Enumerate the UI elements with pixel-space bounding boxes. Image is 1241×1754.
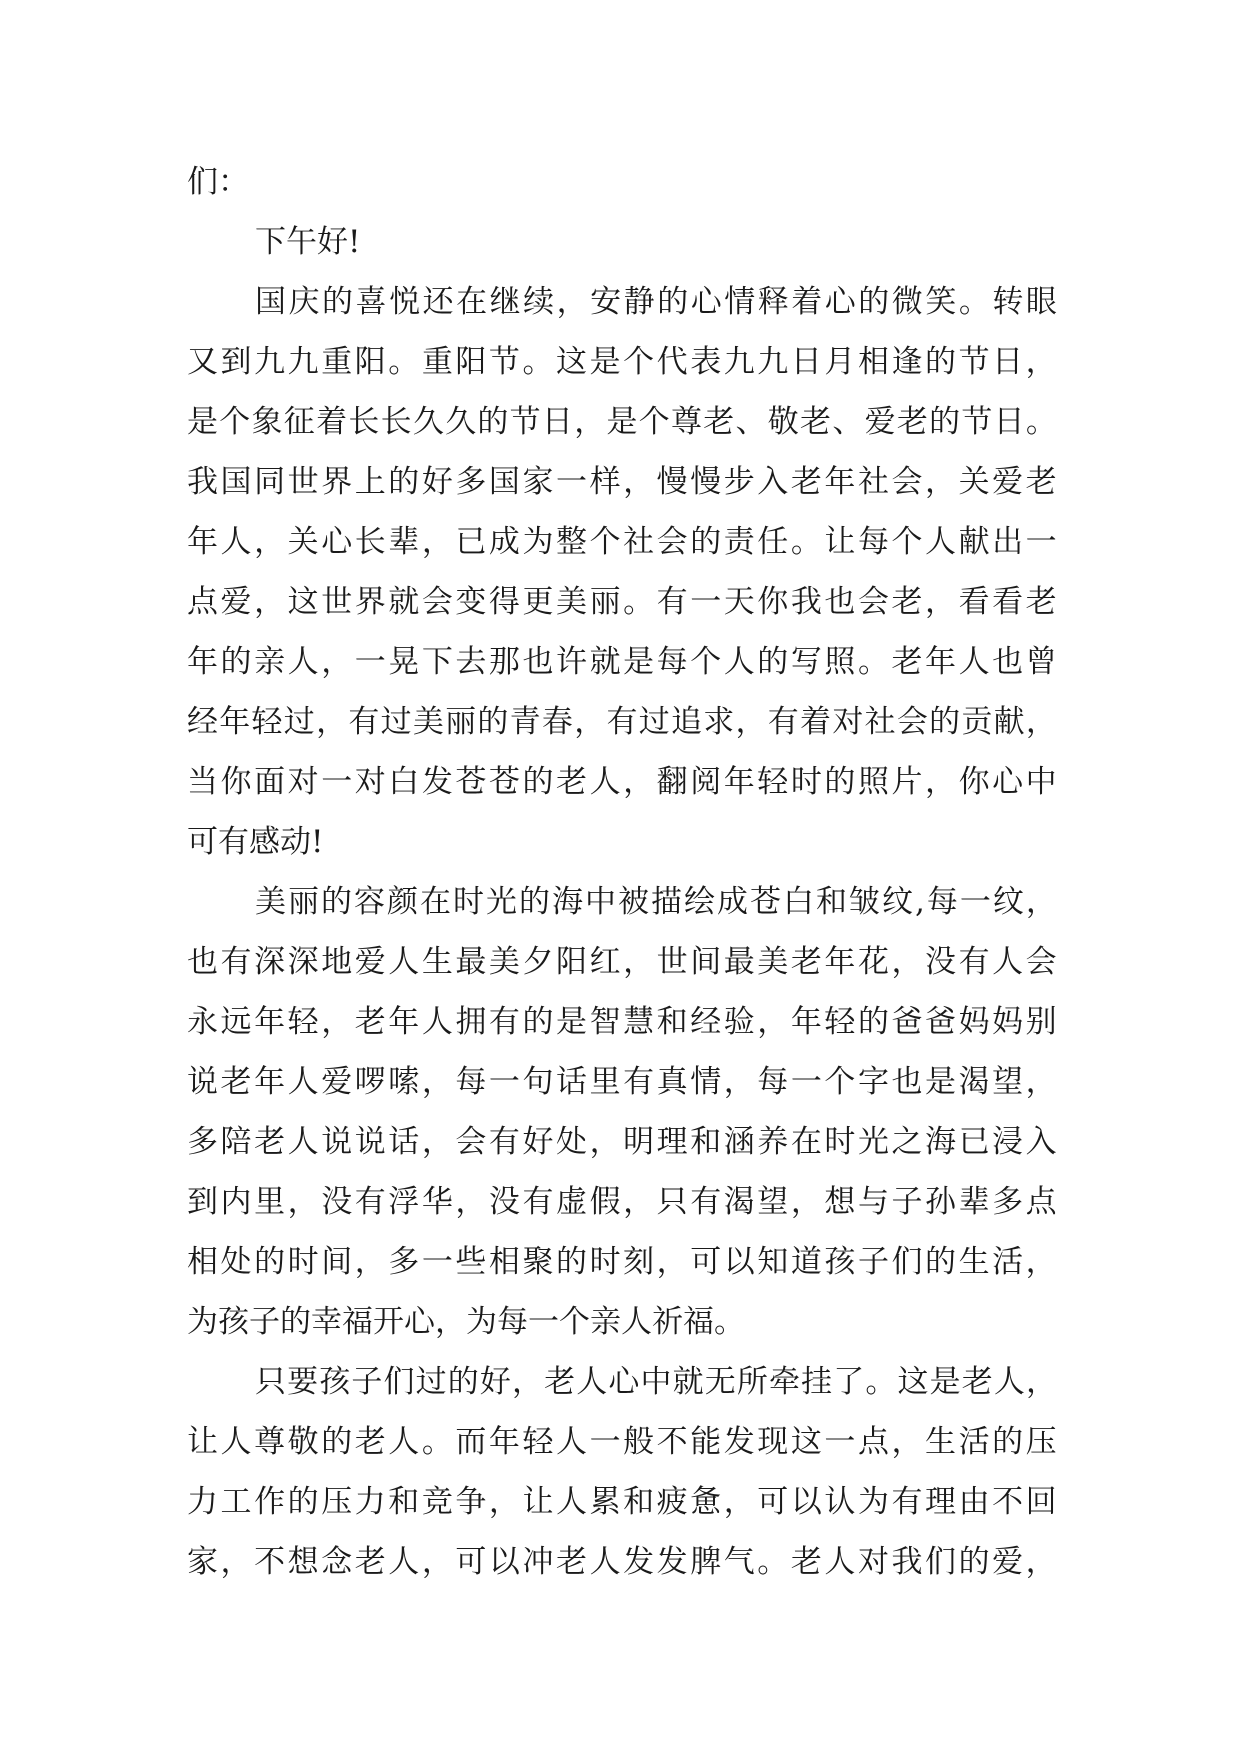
text-line <box>187 692 1057 752</box>
text-line-content: 点 爱 ， 这 世 界 就 会 变 得 更 美 丽 。 有 一 天 你 我 也 会 老 ， 看 看 老 <box>187 584 1057 620</box>
text-line <box>187 1232 1057 1292</box>
text-line-content: 多 陪 老 人 说 说 话 ， 会 有 好 处 ， 明 理 和 涵 养 在 时 光 之 海 已 浸 入 <box>187 1124 1057 1160</box>
text-line-content: 又 到 九 九 重 阳 。 重 阳 节 。 这 是 个 代 表 九 九 日 月 相 逢 的 节 日 ， <box>187 344 1057 380</box>
text-line-content: 我 国 同 世 界 上 的 好 多 国 家 一 样 ， 慢 慢 步 入 老 年 社 会 ， 关 爱 老 <box>187 464 1057 500</box>
text-line <box>187 212 1057 272</box>
document-body <box>187 152 1057 1592</box>
text-line-content: 让 人 尊 敬 的 老 人 。 而 年 轻 人 一 般 不 能 发 现 这 一 点 ， 生 活 的 压 <box>187 1424 1057 1460</box>
text-line-content: 下午好! <box>255 224 361 260</box>
text-line <box>187 1352 1057 1412</box>
text-line-content: 永 远 年 轻 ， 老 年 人 拥 有 的 是 智 慧 和 经 验 ， 年 轻 的 爸 爸 妈 妈 别 <box>187 1004 1057 1040</box>
text-line <box>187 632 1057 692</box>
text-line-content: 说 老 年 人 爱 啰 嗦 ， 每 一 句 话 里 有 真 情 ， 每 一 个 字 也 是 渴 望 ， <box>187 1064 1057 1100</box>
text-line <box>187 752 1057 812</box>
text-line-content: 也 有 深 深 地 爱 人 生 最 美 夕 阳 红 ， 世 间 最 美 老 年 花 ， 没 有 人 会 <box>187 944 1057 980</box>
text-line-content: 经 年 轻 过 ， 有 过 美 丽 的 青 春 ， 有 过 追 求 ， 有 着 对 社 会 的 贡 献 ， <box>187 704 1057 740</box>
text-line <box>187 812 1057 872</box>
text-line-content: 可有感动! <box>187 824 324 860</box>
text-line <box>187 452 1057 512</box>
text-line-content: 国 庆 的 喜 悦 还 在 继 续 ， 安 静 的 心 情 释 着 心 的 微 笑 。 转 眼 <box>255 284 1057 320</box>
text-line-content: 年 的 亲 人 ， 一 晃 下 去 那 也 许 就 是 每 个 人 的 写 照 。 老 年 人 也 曾 <box>187 644 1057 680</box>
text-line <box>187 1532 1057 1592</box>
text-line <box>187 1112 1057 1172</box>
text-line <box>187 1472 1057 1532</box>
text-line-content: 当 你 面 对 一 对 白 发 苍 苍 的 老 人 ， 翻 阅 年 轻 时 的 照 片 ， 你 心 中 <box>187 764 1057 800</box>
text-line <box>187 1172 1057 1232</box>
text-line <box>187 872 1057 932</box>
text-line-content: 到 内 里 ， 没 有 浮 华 ， 没 有 虚 假 ， 只 有 渴 望 ， 想 与 子 孙 辈 多 点 <box>187 1184 1057 1220</box>
text-line-content: 美 丽 的 容 颜 在 时 光 的 海 中 被 描 绘 成 苍 白 和 皱 纹 , 每 一 纹 ， <box>255 884 1057 920</box>
text-line <box>187 1052 1057 1112</box>
text-line <box>187 272 1057 332</box>
text-line-content: 为孩子的幸福开心，为每一个亲人祈福。 <box>187 1304 745 1340</box>
text-line <box>187 1292 1057 1352</box>
text-line <box>187 992 1057 1052</box>
text-line-content: 年 人 ， 关 心 长 辈 ， 已 成 为 整 个 社 会 的 责 任 。 让 每 个 人 献 出 一 <box>187 524 1057 560</box>
text-line-content: 家 ， 不 想 念 老 人 ， 可 以 冲 老 人 发 发 脾 气 。 老 人 对 我 们 的 爱 ， <box>187 1544 1057 1580</box>
text-line <box>187 332 1057 392</box>
text-line-content: 们： <box>187 164 249 200</box>
text-line-content: 相 处 的 时 间 ， 多 一 些 相 聚 的 时 刻 ， 可 以 知 道 孩 子 们 的 生 活 ， <box>187 1244 1057 1280</box>
text-line <box>187 572 1057 632</box>
text-line <box>187 152 1057 212</box>
text-line <box>187 392 1057 452</box>
text-line <box>187 512 1057 572</box>
text-line-content: 力 工 作 的 压 力 和 竞 争 ， 让 人 累 和 疲 惫 ， 可 以 认 为 有 理 由 不 回 <box>187 1484 1057 1520</box>
text-line <box>187 1412 1057 1472</box>
text-line <box>187 932 1057 992</box>
text-line-content: 只 要 孩 子 们 过 的 好 ， 老 人 心 中 就 无 所 牵 挂 了 。 这 是 老 人 ， <box>255 1364 1057 1400</box>
text-line-content: 是 个 象 征 着 长 长 久 久 的 节 日 ， 是 个 尊 老 、 敬 老 、 爱 老 的 节 日 。 <box>187 404 1057 440</box>
